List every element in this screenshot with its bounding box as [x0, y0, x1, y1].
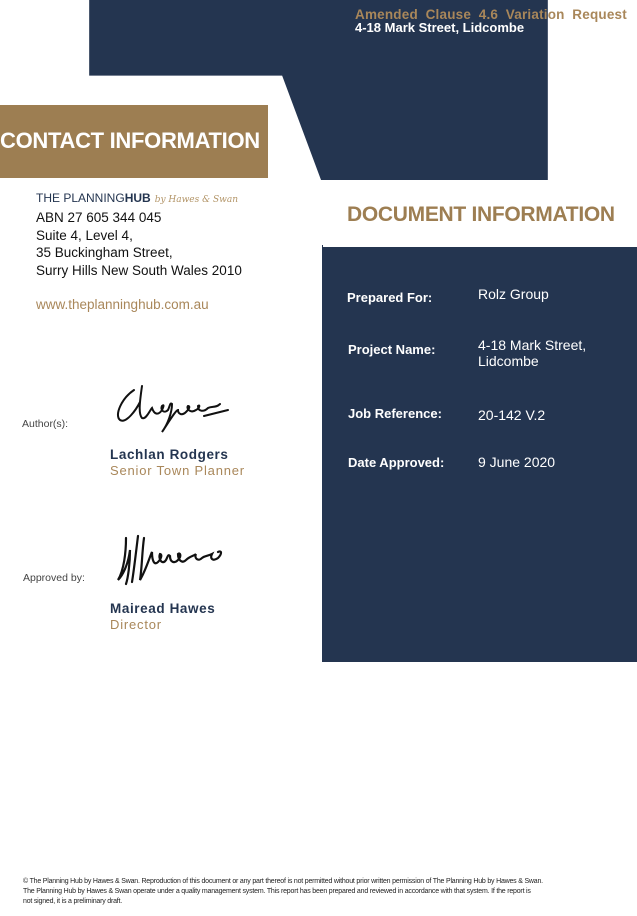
planning-hub-logo: [36, 191, 238, 205]
logo-script: by Hawes & Swan: [154, 195, 239, 205]
logo-text: THE PLANNING: [36, 191, 125, 205]
author-signature: [112, 380, 232, 440]
author-name: Lachlan Rodgers: [110, 447, 229, 462]
date-approved-value: 9 June 2020: [478, 454, 556, 470]
title-word: Variation: [505, 7, 565, 22]
footer-line: © The Planning Hub by Hawes & Swan. Reproduction of this document or any part thereof is not permitted without prior written permission of The Planning Hub by Hawes & Swan.: [23, 878, 543, 885]
project-name-label: Project Name:: [348, 342, 436, 357]
approver-name: Mairead Hawes: [110, 601, 216, 616]
title-word: Clause: [425, 7, 472, 22]
author-label: Author(s):: [22, 418, 69, 430]
contact-heading-banner: [0, 105, 268, 178]
approver-signature: [112, 530, 227, 588]
address-line: Suite 4, Level 4,: [36, 227, 133, 243]
title-word: Request: [572, 7, 627, 22]
author-role: Senior Town Planner: [110, 463, 245, 478]
job-reference-value: 20-142 V.2: [478, 407, 546, 423]
prepared-for-label: Prepared For:: [347, 290, 433, 305]
address-line: 35 Buckingham Street,: [36, 245, 173, 260]
document-heading: DOCUMENT INFORMATION: [347, 203, 615, 226]
project-name-value: [478, 337, 586, 369]
contact-details: [36, 209, 242, 279]
approver-label: Approved by:: [23, 572, 85, 584]
report-address: 4-18 Mark Street, Lidcombe: [355, 20, 525, 35]
footer-disclaimer: [23, 877, 629, 907]
abn: ABN 27 605 344 045: [36, 210, 162, 225]
logo-hub-text: HUB: [124, 191, 151, 205]
website-link[interactable]: www.theplanninghub.com.au: [36, 297, 209, 312]
job-reference-label: Job Reference:: [348, 406, 442, 421]
date-approved-label: Date Approved:: [348, 455, 445, 470]
title-word: Amended: [355, 7, 418, 22]
document-heading-box: [323, 181, 637, 247]
contact-heading: CONTACT INFORMATION: [0, 128, 260, 153]
footer-line: not signed, it is a preliminary draft.: [23, 898, 123, 905]
approver-role: Director: [110, 617, 162, 632]
address-line: Surry Hills New South Wales 2010: [36, 262, 242, 278]
title-word: 4.6: [478, 7, 499, 22]
footer-line: The Planning Hub by Hawes & Swan operate under a quality management system. This report has been prepared and reviewed in accordance with that system. If the report is: [23, 888, 531, 895]
prepared-for-value: Rolz Group: [478, 286, 549, 302]
project-name-line: 4-18 Mark Street,: [478, 337, 587, 353]
project-name-line: Lidcombe: [478, 353, 539, 369]
